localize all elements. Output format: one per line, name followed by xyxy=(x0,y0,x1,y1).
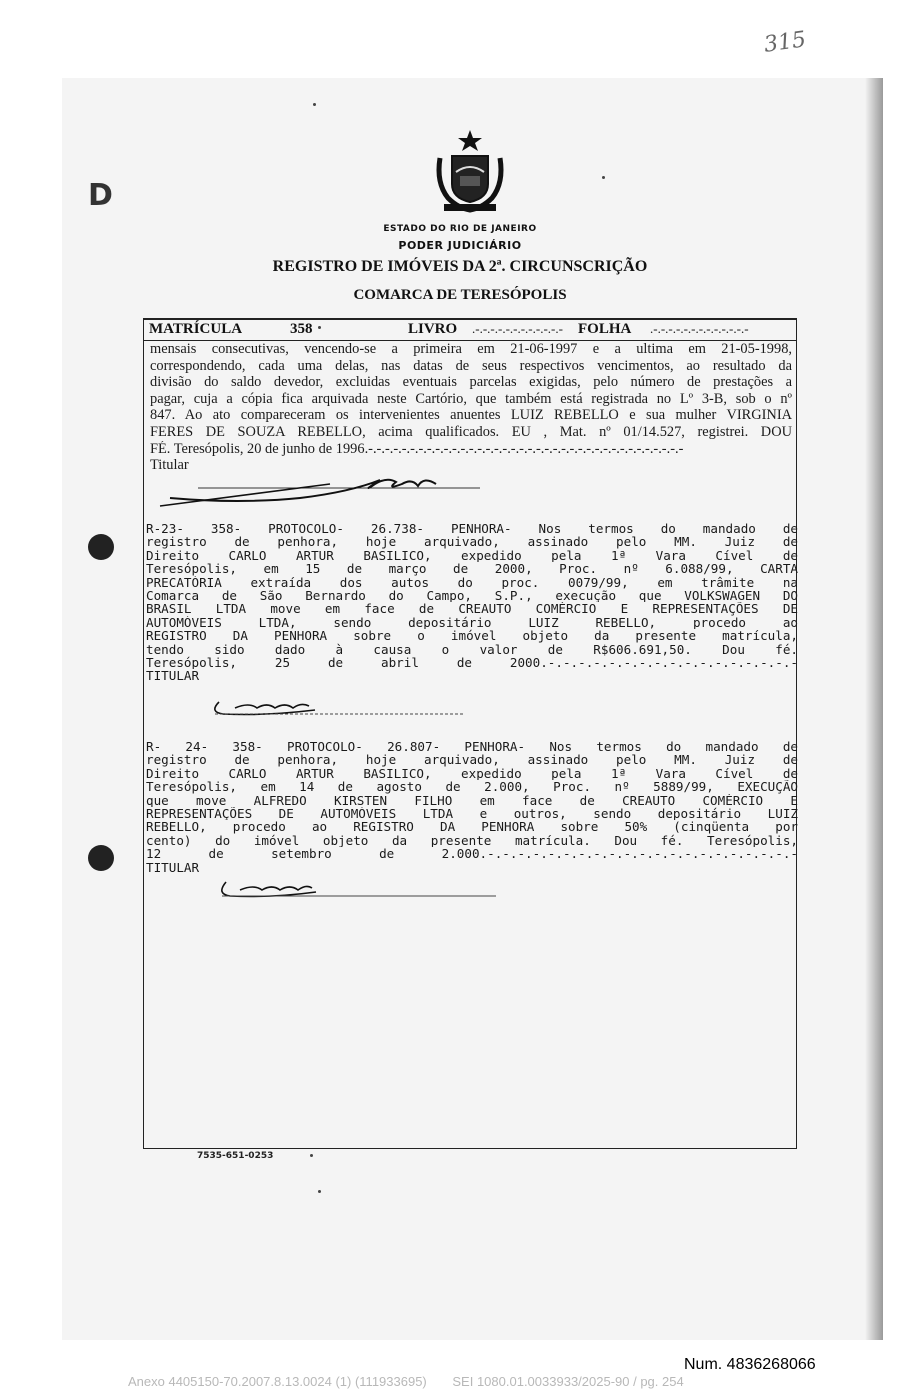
text-line: REPRESENTAÇÕES DE AUTOMÓVEIS LTDA e outros, sendo depositário LUIZ xyxy=(146,806,798,821)
header-county: COMARCA DE TERESÓPOLIS xyxy=(353,287,567,303)
text-line: divisão do saldo devedor, excluidas eventuais parcelas exigidas, pelo número de prestações a xyxy=(150,374,792,391)
punch-hole-bottom xyxy=(88,845,114,871)
text-line: BRASIL LTDA move em face de CREAUTO COMÉRCIO E REPRESENTAÇÕES DE xyxy=(146,602,798,616)
punch-hole-top xyxy=(88,534,114,560)
form-code: 7535-651-0253 xyxy=(197,1151,274,1161)
text-line: PRECATÓRIA extraída dos autos do proc. 0079/99, em trâmite na xyxy=(146,575,798,589)
text-line: 12 de setembro de 2.000.-.-.-.-.-.-.-.-.-.-.-.-.-.-.-.-.-.-.-.-.- xyxy=(146,847,798,861)
text-line: R-23- 358- PROTOCOLO- 26.738- PENHORA- Nos termos do mandado de xyxy=(146,522,798,536)
folha-fill: .-.-.-.-.-.-.-.-.-.-.-.-.- xyxy=(650,321,749,336)
text-line: 847. Ao ato compareceram os intervenientes anuentes LUIZ REBELLO e sua mulher VIRGINIA xyxy=(150,407,792,424)
text-line: Teresópolis, 25 de abril de 2000.-.-.-.-.-.-.-.-.-.-.-.-.-.-.-.-.- xyxy=(146,655,798,670)
footer-annex: Anexo 4405150-70.2007.8.13.0024 (1) (111933695) xyxy=(128,1374,427,1389)
text-line: REBELLO, procedo ao REGISTRO DA PENHORA sobre 50% (cinqüenta por xyxy=(146,820,798,834)
scan-speck xyxy=(313,103,316,106)
text-line: REGISTRO DA PENHORA sobre o imóvel objeto da presente matrícula, xyxy=(146,629,798,643)
handwritten-signature xyxy=(150,462,490,514)
text-line: que move ALFREDO KIRSTEN FILHO em face de CREAUTO COMÉRCIO E xyxy=(146,793,798,807)
footer-watermark xyxy=(128,1374,828,1389)
scan-speck xyxy=(602,176,605,179)
text-line: mensais consecutivas, vencendo-se a primeira em 21-06-1997 e a ultima em 21-05-1998, xyxy=(150,341,792,357)
handwritten-signature xyxy=(212,876,502,902)
scan-shadow-edge xyxy=(865,78,883,1340)
handwritten-page-number: 315 xyxy=(762,27,808,58)
text-line: pagar, cuja a cópia fica arquivada neste Cartório, que também está registrada no Lº 3-B, sob o nº xyxy=(150,390,792,407)
entry-r23-text xyxy=(146,522,798,683)
text-line: AUTOMÓVEIS LTDA, sendo depositário LUIZ REBELLO, procedo ao xyxy=(146,615,798,630)
text-line: correspondendo, cada uma delas, nas datas de seus respectivos vencimentos, ao resultado da xyxy=(150,357,792,374)
text-line: registro de penhora, hoje arquivado, assinado pelo MM. Juiz de xyxy=(146,535,798,549)
previous-entry-text xyxy=(150,341,792,474)
text-line: Teresópolis, em 14 de agosto de 2.000, Proc. nº 5889/99, EXECUÇÃO xyxy=(146,780,798,794)
livro-label: LIVRO xyxy=(408,321,458,337)
document-number: Num. 4836268066 xyxy=(684,1356,816,1373)
matricula-row xyxy=(144,320,796,341)
folha-label: FOLHA xyxy=(578,321,632,337)
text-line: Direito CARLO ARTUR BASILICO, expedido pela 1ª Vara Cível de xyxy=(146,766,798,781)
footer-sei: SEI 1080.01.0033933/2025-90 / pg. 254 xyxy=(452,1374,684,1389)
text-line: Comarca de São Bernardo do Campo, S.P., execução que VOLKSWAGEN DO xyxy=(146,588,798,603)
titular-label: TITULAR xyxy=(146,669,200,683)
header-state: ESTADO DO RIO DE JANEIRO xyxy=(383,224,537,234)
text-line: Direito CARLO ARTUR BASILICO, expedido pela 1ª Vara Cível de xyxy=(146,548,798,563)
text-line: tendo sido dado à causa o valor de R$606.691,50. Dou fé. xyxy=(146,642,798,656)
text-line: FERES DE SOUZA REBELLO, acima qualificados. EU , Mat. nº 01/14.527, registrei. DOU xyxy=(150,423,792,440)
handwritten-signature xyxy=(205,694,475,720)
header-registry: REGISTRO DE IMÓVEIS DA 2ª. CIRCUNSCRIÇÃO xyxy=(272,258,648,275)
margin-mark: D xyxy=(88,178,113,213)
text-line: Teresópolis, em 15 de março de 2000, Proc. nº 6.088/99, CARTA xyxy=(146,562,798,576)
text-line: registro de penhora, hoje arquivado, assinado pelo MM. Juiz de xyxy=(146,753,798,767)
titular-label: Titular xyxy=(150,457,189,474)
titular-label: TITULAR xyxy=(146,860,200,874)
entry-r24-text xyxy=(146,740,798,874)
coat-of-arms-emblem xyxy=(430,128,510,214)
text-line: cento) do imóvel objeto da presente matrícula. Dou fé. Teresópolis, xyxy=(146,833,798,848)
text-line: R- 24- 358- PROTOCOLO- 26.807- PENHORA- Nos termos do mandado de xyxy=(146,740,798,754)
scan-speck xyxy=(310,1154,313,1157)
livro-fill: .-.-.-.-.-.-.-.-.-.-.-.- xyxy=(472,321,563,336)
header-power: PODER JUDICIÁRIO xyxy=(398,239,522,252)
scan-speck xyxy=(318,1190,321,1193)
matricula-value: 358 xyxy=(290,321,313,337)
scan-speck xyxy=(318,326,321,329)
text-line: FÉ. Teresópolis, 20 de junho de 1996.-.-.-.-.-.-.-.-.-.-.-.-.-.-.-.-.-.-.-.-.-.-.-.-.-.-.-.-.-.-.-.-.-.-.-.-.-.- xyxy=(150,440,684,457)
matricula-label: MATRÍCULA xyxy=(149,321,243,337)
